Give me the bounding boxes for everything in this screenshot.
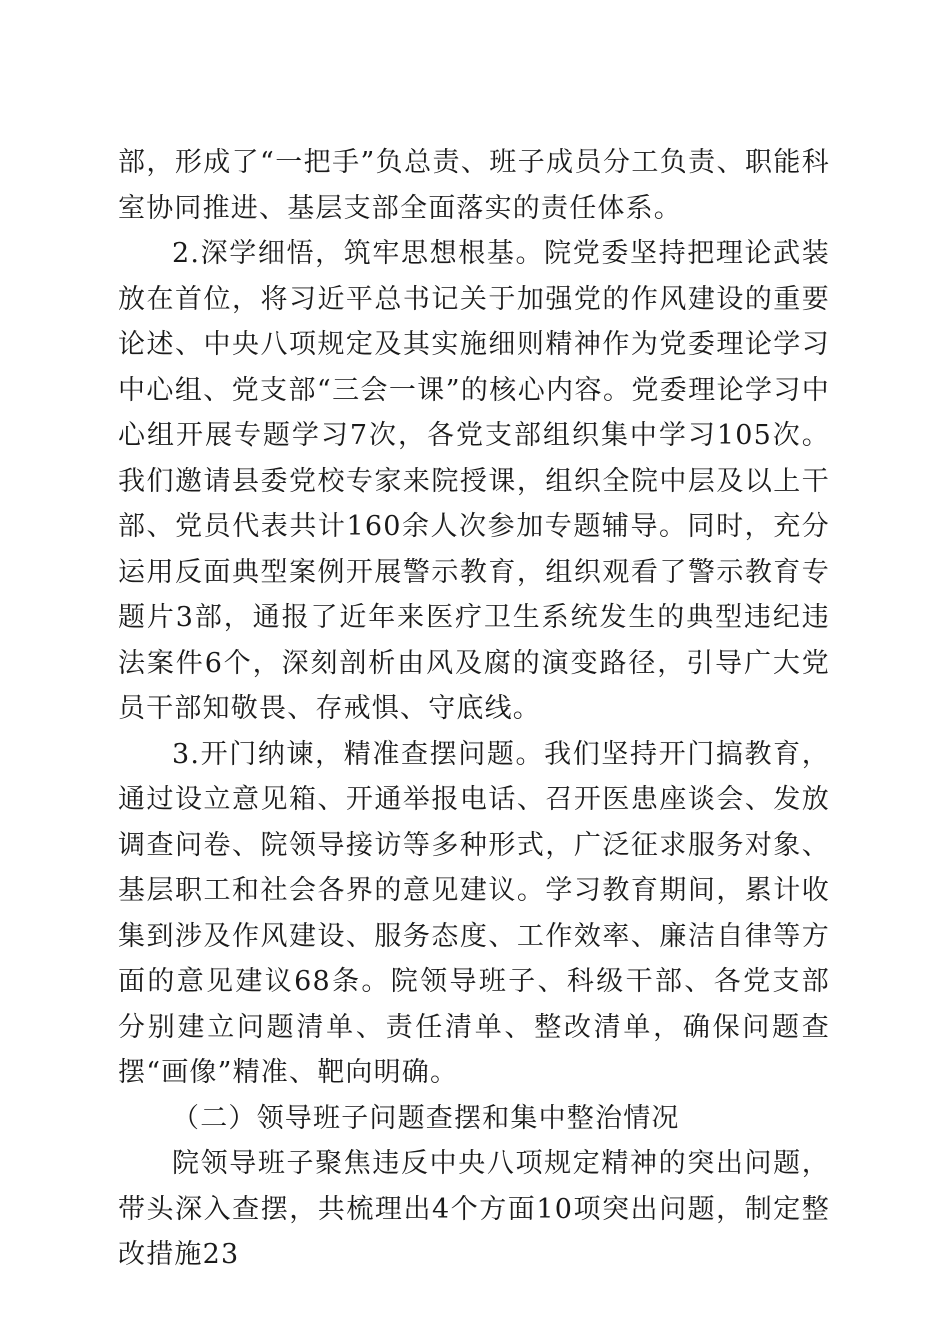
document-body [118, 140, 830, 1278]
paragraph-continuation: 部，形成了“一把手”负总责、班子成员分工负责、职能科室协同推进、基层支部全面落实的责任体系。 [118, 147, 830, 224]
paragraph-item-2: 2.深学细悟，筑牢思想根基。院党委坚持把理论武装放在首位，将习近平总书记关于加强党的作风建设的重要论述、中央八项规定及其实施细则精神作为党委理论学习中心组、党支部“三会一课”的核心内容。党委理论学习中心组开展专题学习7次，各党支部组织集中学习105次。我们邀请县委党校专家来院授课，组织全院中层及以上干部、党员代表共计160余人次参加专题辅导。同时，充分运用反面典型案例开展警示教育，组织观看了警示教育专题片3部，通报了近年来医疗卫生系统发生的典型违纪违法案件6个，深刻剖析由风及腐的演变路径，引导广大党员干部知敬畏、存戒惧、守底线。 [118, 238, 830, 724]
paragraph-item-3: 3.开门纳谏，精准查摆问题。我们坚持开门搞教育，通过设立意见箱、开通举报电话、召开医患座谈会、发放调查问卷、院领导接访等多种形式，广泛征求服务对象、基层职工和社会各界的意见建议。学习教育期间，累计收集到涉及作风建设、服务态度、工作效率、廉洁自律等方面的意见建议68条。院领导班子、科级干部、各党支部分别建立问题清单、责任清单、整改清单，确保问题查摆“画像”精准、靶向明确。 [118, 738, 830, 1088]
paragraph-section-intro: 院领导班子聚焦违反中央八项规定精神的突出问题，带头深入查摆，共梳理出4个方面10项突出问题，制定整改措施23 [118, 1148, 830, 1270]
section-heading: （二）领导班子问题查摆和集中整治情况 [172, 1102, 680, 1134]
